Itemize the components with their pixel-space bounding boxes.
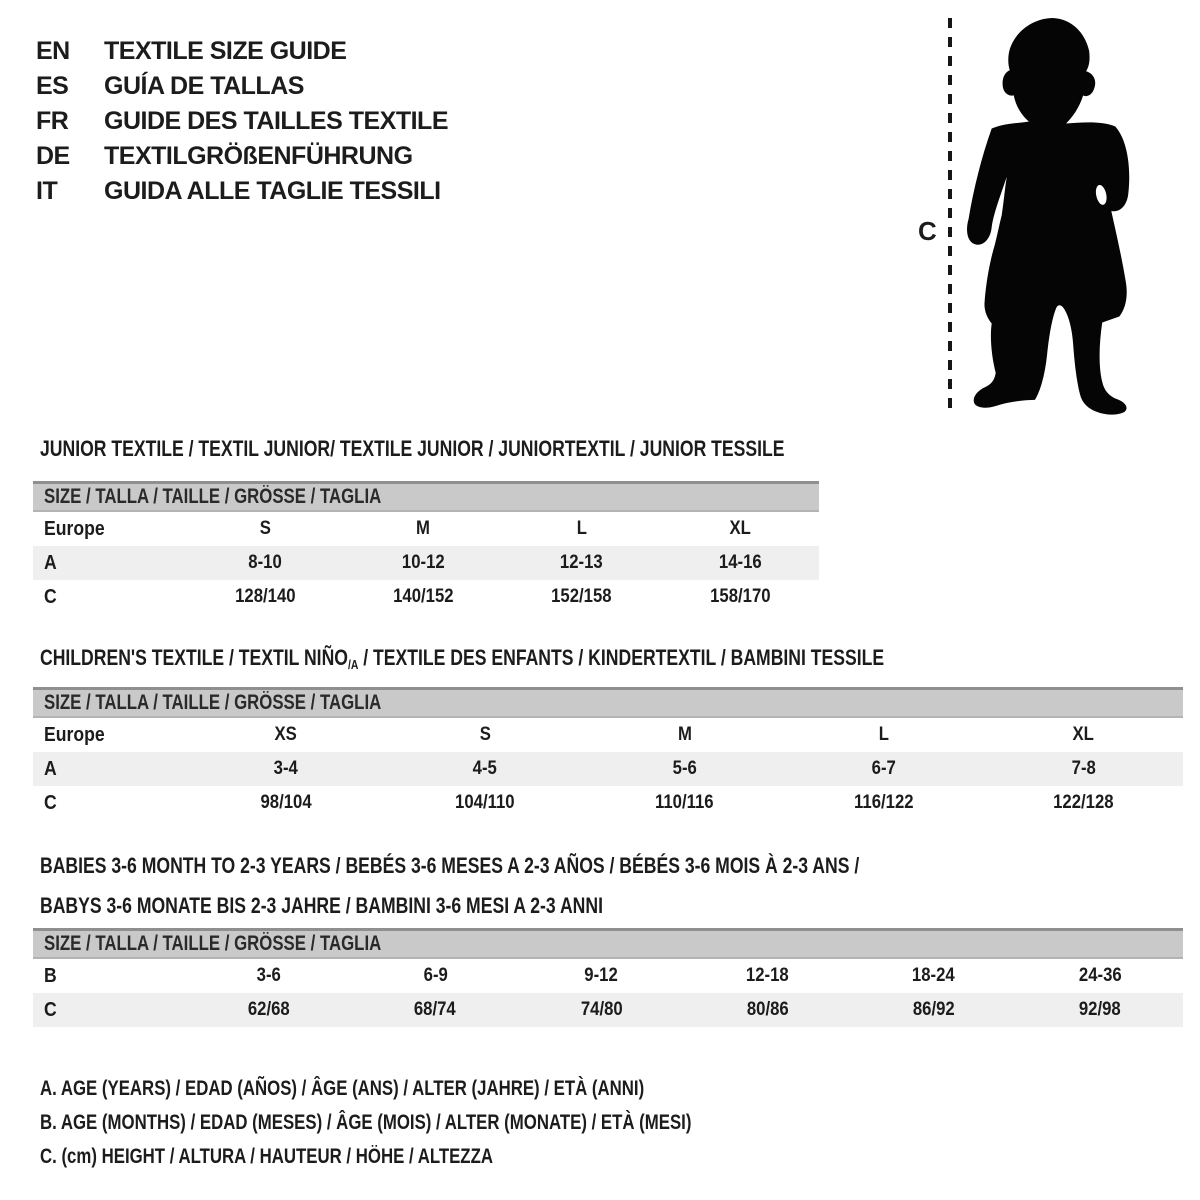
size-value-cell: 104/110 <box>455 792 515 813</box>
row-label-cell: C <box>44 585 57 608</box>
measure-legend <box>40 1072 854 1174</box>
section-title-junior: JUNIOR TEXTILE / TEXTIL JUNIOR/ TEXTILE JUNIOR / JUNIORTEXTIL / JUNIOR TESSILE <box>40 436 785 461</box>
size-value-cell: 9-12 <box>584 965 619 986</box>
guide-title-it: GUIDA ALLE TAGLIE TESSILI <box>104 177 441 205</box>
language-row-it <box>36 174 448 209</box>
row-label-cell: C <box>44 791 57 814</box>
toddler-silhouette <box>962 16 1144 418</box>
guide-title-es: GUÍA DE TALLAS <box>104 72 304 100</box>
row-label-cell: A <box>44 551 57 574</box>
table-row <box>33 546 819 580</box>
size-value-cell: 3-4 <box>273 758 298 779</box>
size-value-cell: 110/116 <box>655 792 714 813</box>
language-code: ES <box>36 72 69 100</box>
size-value-cell: S <box>259 518 271 539</box>
size-value-cell: M <box>677 724 692 745</box>
children-table-rows <box>33 718 1183 820</box>
size-value-cell: 122/128 <box>1053 792 1114 813</box>
language-row-es <box>36 69 448 104</box>
size-value-cell: L <box>878 724 890 745</box>
height-measure-dashed-line <box>948 18 952 416</box>
guide-title-de: TEXTILGRÖßENFÜHRUNG <box>104 142 413 170</box>
size-value-cell: 116/122 <box>854 792 914 813</box>
table-row <box>33 512 819 546</box>
size-value-cell: 8-10 <box>248 552 282 573</box>
size-value-cell: 98/104 <box>260 792 312 813</box>
size-header-bar: SIZE / TALLA / TAILLE / GRÖSSE / TAGLIA <box>33 687 1183 718</box>
babies-table-rows <box>33 959 1183 1027</box>
size-value-cell: 62/68 <box>248 999 291 1020</box>
babies-size-table <box>33 928 1183 1027</box>
size-value-cell: XS <box>274 724 297 745</box>
table-row <box>33 959 1183 993</box>
size-value-cell: 7-8 <box>1071 758 1096 779</box>
size-value-cell: 14-16 <box>718 552 762 573</box>
size-value-cell: 6-9 <box>423 965 448 986</box>
legend-line-b: B. AGE (MONTHS) / EDAD (MESES) / ÂGE (MOIS) / ALTER (MONATE) / ETÀ (MESI) <box>40 1111 692 1134</box>
language-title-list <box>36 34 448 209</box>
size-value-cell: 86/92 <box>912 999 955 1020</box>
row-label-cell: Europe <box>44 517 105 540</box>
size-value-cell: 92/98 <box>1079 999 1121 1020</box>
table-row <box>33 993 1183 1027</box>
guide-title-fr: GUIDE DES TAILLES TEXTILE <box>104 107 449 135</box>
language-row-de <box>36 139 448 174</box>
table-row <box>33 752 1183 786</box>
row-label-cell: A <box>44 757 57 780</box>
size-value-cell: 74/80 <box>580 999 623 1020</box>
junior-table-rows <box>33 512 819 614</box>
language-code: FR <box>36 107 69 135</box>
size-value-cell: 24-36 <box>1078 965 1122 986</box>
children-size-table <box>33 687 1183 820</box>
language-code: IT <box>36 177 58 205</box>
section-title-children: CHILDREN'S TEXTILE / TEXTIL NIÑO/A / TEXTILE DES ENFANTS / KINDERTEXTIL / BAMBINI TESSILE <box>40 645 885 672</box>
size-value-cell: L <box>576 518 587 539</box>
size-value-cell: 4-5 <box>473 758 498 779</box>
size-value-cell: S <box>479 724 491 745</box>
language-code: EN <box>36 37 70 65</box>
language-row-en <box>36 34 448 69</box>
guide-title-en: TEXTILE SIZE GUIDE <box>104 37 347 65</box>
size-value-cell: 6-7 <box>871 758 897 779</box>
legend-line-a: A. AGE (YEARS) / EDAD (AÑOS) / ÂGE (ANS) / ALTER (JAHRE) / ETÀ (ANNI) <box>40 1077 645 1100</box>
row-label-cell: Europe <box>44 723 105 746</box>
row-label-cell: C <box>44 998 57 1021</box>
size-value-cell: 5-6 <box>672 758 697 779</box>
size-value-cell: XL <box>1072 724 1095 745</box>
legend-line-c: C. (cm) HEIGHT / ALTURA / HAUTEUR / HÖHE / ALTEZZA <box>40 1145 493 1168</box>
junior-size-table <box>33 481 819 614</box>
size-header-bar: SIZE / TALLA / TAILLE / GRÖSSE / TAGLIA <box>33 928 1183 959</box>
size-value-cell: 12-13 <box>560 552 604 573</box>
size-value-cell: 128/140 <box>234 586 296 607</box>
gender-suffix: /A <box>347 657 359 672</box>
size-value-cell: 68/74 <box>414 999 457 1020</box>
table-row <box>33 786 1183 820</box>
size-value-cell: 140/152 <box>393 586 454 607</box>
size-value-cell: M <box>416 518 431 539</box>
measure-label-c: C <box>918 216 937 246</box>
size-value-cell: 3-6 <box>256 965 282 986</box>
size-value-cell: XL <box>729 518 751 539</box>
size-header-bar: SIZE / TALLA / TAILLE / GRÖSSE / TAGLIA <box>33 481 819 512</box>
language-row-fr <box>36 104 448 139</box>
table-row <box>33 580 819 614</box>
size-value-cell: 12-18 <box>746 965 789 986</box>
section-title-babies: BABIES 3-6 MONTH TO 2-3 YEARS / BEBÉS 3-6 MESES A 2-3 AÑOS / BÉBÉS 3-6 MOIS À 2-3 ANS / BABYS 3-6 MONATE BIS 2-3 JAHRE / BAMBINI 3-6 MESI A 2-3 ANNI <box>40 853 860 918</box>
size-value-cell: 10-12 <box>401 552 445 573</box>
row-label-cell: B <box>44 964 57 987</box>
size-value-cell: 80/86 <box>746 999 789 1020</box>
size-value-cell: 152/158 <box>551 586 612 607</box>
size-value-cell: 18-24 <box>912 965 956 986</box>
size-value-cell: 158/170 <box>709 586 771 607</box>
language-code: DE <box>36 142 70 170</box>
table-row <box>33 718 1183 752</box>
